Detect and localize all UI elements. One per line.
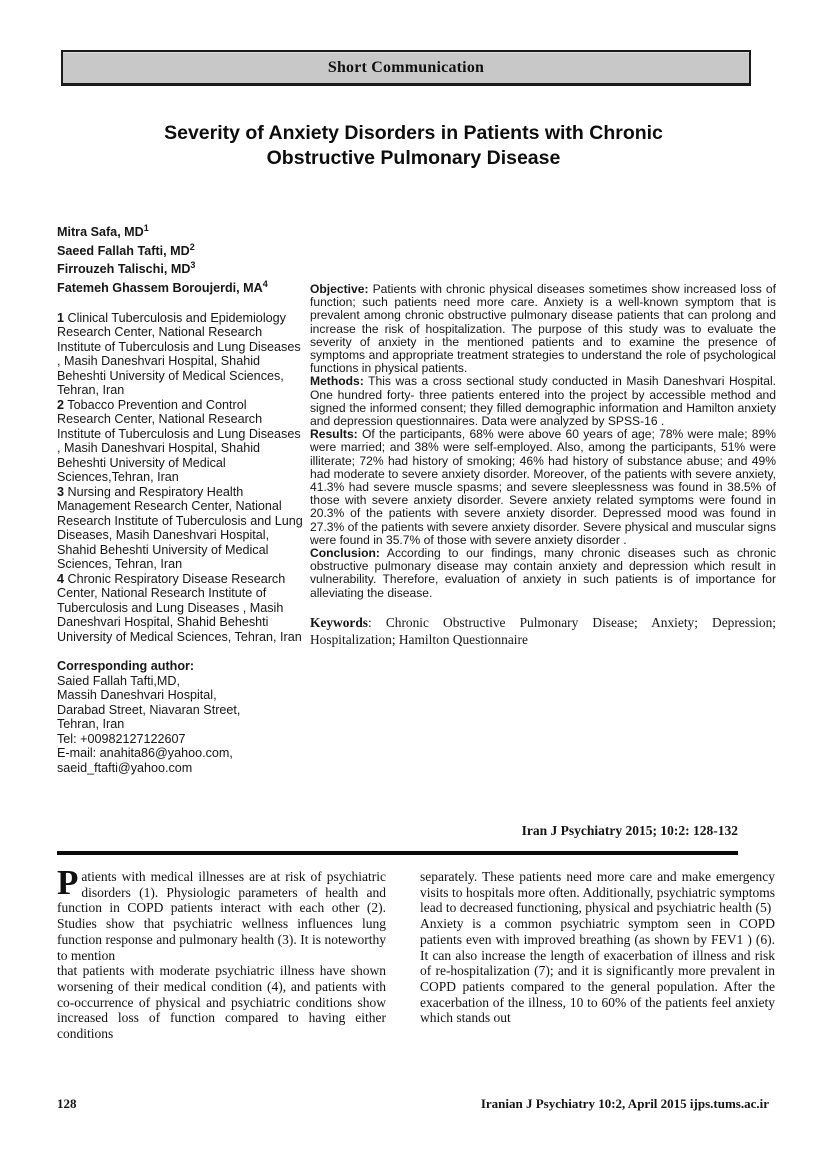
abstract-methods-label: Methods: — [310, 374, 364, 389]
page-number: 128 — [57, 1096, 77, 1111]
affiliation-text: Tobacco Prevention and Control Research Center, National Research Institute of Tuberculosis and Lung Diseases , Masih Daneshvari Hospital, Shahid Beheshti University of Medical Sciences,Tehran, Iran — [57, 397, 301, 485]
author-affiliation-mark: 1 — [143, 223, 149, 233]
corresponding-author-label: Corresponding author: — [57, 659, 195, 674]
citation-line: Iran J Psychiatry 2015; 10:2: 128-132 — [521, 823, 738, 838]
affiliation-number: 1 — [57, 310, 65, 325]
abstract-methods-text: This was a cross sectional study conducted in Masih Daneshvari Hospital. One hundred forty- three patients entered into the project by accessible method and signed the informed consent; they filled demographic information and Hamilton anxiety and depression questionnaires. Data were analyzed by SPSS-16 . — [310, 374, 776, 429]
section-divider-rule — [57, 851, 738, 855]
author-affiliation-mark: 2 — [189, 241, 195, 252]
keywords-text: : Chronic Obstructive Pulmonary Disease; Anxiety; Depression; Hospitalization; Hamilton Questionnaire — [310, 614, 776, 647]
corresponding-author-email-2: saeid_ftafti@yahoo.com — [57, 760, 193, 775]
abstract-results-text: Of the participants, 68% were above 60 years of age; 78% were male; 89% were married; and 38% were self-employed. Also, among the participants, 51% were illiterate; 72% had history of smoking; 46% had history of substance abuse; and 49% had moderate to severe anxiety disorder. Moreover, of the patients with severe anxiety, 41.3% had severe muscle spasms; and severe sleeplessness was found in 38.5% of those with severe anxiety disorder. Severe anxiety related symptoms were found in 20.3% of the patients with severe anxiety disorder. Depressed mood was found in 27.3% of the patients with severe anxiety disorder. Severe physical and muscular signs were found in 35.7% of those with severe anxiety disorder . — [310, 427, 776, 547]
author-name: Saeed Fallah Tafti, $MD^2$ — [57, 241, 195, 258]
affiliation-text: Chronic Respiratory Disease Research Center, National Research Institute of Tuberculosis and Lung Diseases , Masih Daneshvari Hospital, Shahid Beheshti University of Medical Sciences, Tehran, Iran — [57, 571, 302, 644]
corresponding-author-email: E-mail: anahita86@yahoo.com, — [57, 746, 233, 761]
body-text: atients with medical illnesses are at risk of psychiatric disorders (1). Physiologic parameters of health and function in COPD patients interact with each other (2). Studies show that psychiatric wellness influences lung function response and pulmonary health (3). It is noteworthy to mention — [57, 869, 386, 963]
affiliation-text: Nursing and Respiratory Health Management Research Center, National Research Institute of Tuberculosis and Lung Diseases, Masih Daneshvari Hospital, Shahid Beheshti University of Medical Sciences, Tehran, Iran — [57, 484, 303, 572]
page-footer — [57, 1096, 775, 1112]
article-title-line2: Obstructive Pulmonary Disease — [266, 147, 561, 169]
article-title — [60, 121, 767, 171]
authors-block — [57, 221, 303, 296]
body-column-left — [57, 863, 386, 1042]
author-affiliation-mark: 4 — [262, 279, 268, 290]
affiliations-block — [57, 311, 303, 645]
body-column-right — [420, 869, 775, 1026]
body-text: separately. These patients need more care and make emergency visits to hospitals more often. Additionally, psychiatric symptoms lead to decreased functioning, physical and psychiatric health (5) — [420, 869, 775, 916]
corresponding-author-name: Saied Fallah Tafti,MD, — [57, 673, 180, 688]
dropcap-letter: P — [57, 863, 79, 902]
corresponding-author-hospital: Massih Daneshvari Hospital, — [57, 688, 217, 703]
author-affiliation-mark: 3 — [190, 260, 196, 271]
affiliation-number: 3 — [57, 484, 65, 499]
abstract-results-label: Results: — [310, 427, 358, 442]
author-name: Firrouzeh Talischi, $MD^3$ — [57, 260, 196, 277]
abstract-results — [310, 428, 776, 547]
author-name: Fatemeh Ghassem Boroujerdi, $MA^4$ — [57, 279, 268, 296]
body-paragraph — [420, 916, 775, 1026]
abstract-objective-text: Patients with chronic physical diseases sometimes show increased loss of function; such patients need more care. Anxiety is a well-known symptom that is prevalent among chronic obstructive pulmonary disease patients that can prolong and increase the risk of hospitalization. The purpose of this study was to evaluate the severity of anxiety in the mentioned patients and to examine the presence of symptoms and appropriate treatment strategies to understand the role of psychological functions in physical patients. — [310, 282, 776, 376]
abstract-conclusion-label: Conclusion: — [310, 546, 380, 561]
affiliation-item — [57, 311, 303, 398]
affiliation-item — [57, 485, 303, 572]
abstract — [310, 283, 776, 648]
body-text: Anxiety is a common psychiatric symptom seen in COPD patients even with improved breathing (as shown by FEV1 ) (6). It can also increase the length of exacerbation of illness and risk of re-hospitalization (7); and it is significantly more prevalent in COPD patients compared to the general population. After the exacerbation of the illness, 10 to 60% of the patients feel anxiety which stands out — [420, 916, 775, 1026]
corresponding-author-block — [57, 659, 303, 775]
keywords — [310, 614, 776, 648]
corresponding-author-street: Darabad Street, Niavaran Street, — [57, 702, 241, 717]
body-paragraph — [57, 863, 386, 963]
corresponding-author-city: Tehran, Iran — [57, 717, 125, 732]
body-paragraph — [420, 869, 775, 916]
article-type-banner — [61, 50, 751, 86]
affiliation-item — [57, 398, 303, 485]
journal-footer-line: Iranian J Psychiatry 10:2, April 2015 ijps.tums.ac.ir — [480, 1096, 769, 1111]
abstract-objective-label: Objective: — [310, 282, 369, 296]
affiliation-number: 4 — [57, 571, 65, 586]
abstract-objective — [310, 283, 776, 375]
affiliation-item — [57, 572, 303, 645]
keywords-label: Keywords — [310, 614, 369, 630]
author-name: Mitra Safa, $MD^1$ — [57, 223, 149, 240]
abstract-conclusion-text: According to our findings, many chronic diseases such as chronic obstructive pulmonary disease may contain anxiety and depression which result in vulnerability. Therefore, evaluation of anxiety in such patients is of importance for alleviating the disease. — [310, 546, 776, 600]
abstract-conclusion — [310, 547, 776, 600]
article-title-line1: Severity of Anxiety Disorders in Patients with Chronic — [164, 122, 663, 144]
corresponding-author-phone: Tel: +00982127122607 — [57, 731, 186, 746]
affiliation-number: 2 — [57, 397, 65, 412]
body-text: that patients with moderate psychiatric illness have shown worsening of their medical condition (4), and patients with co-occurrence of physical and psychiatric conditions show increased loss of function compared to having either conditions — [57, 963, 386, 1042]
abstract-methods — [310, 375, 776, 428]
body-paragraph — [57, 963, 386, 1042]
article-type-label: Short Communication — [327, 58, 485, 76]
affiliation-text: Clinical Tuberculosis and Epidemiology Research Center, National Research Institute of Tuberculosis and Lung Diseases , Masih Daneshvari Hospital, Shahid Beheshti University of Medical Sciences, Tehran, Iran — [57, 310, 301, 398]
author-info-column — [57, 221, 303, 775]
